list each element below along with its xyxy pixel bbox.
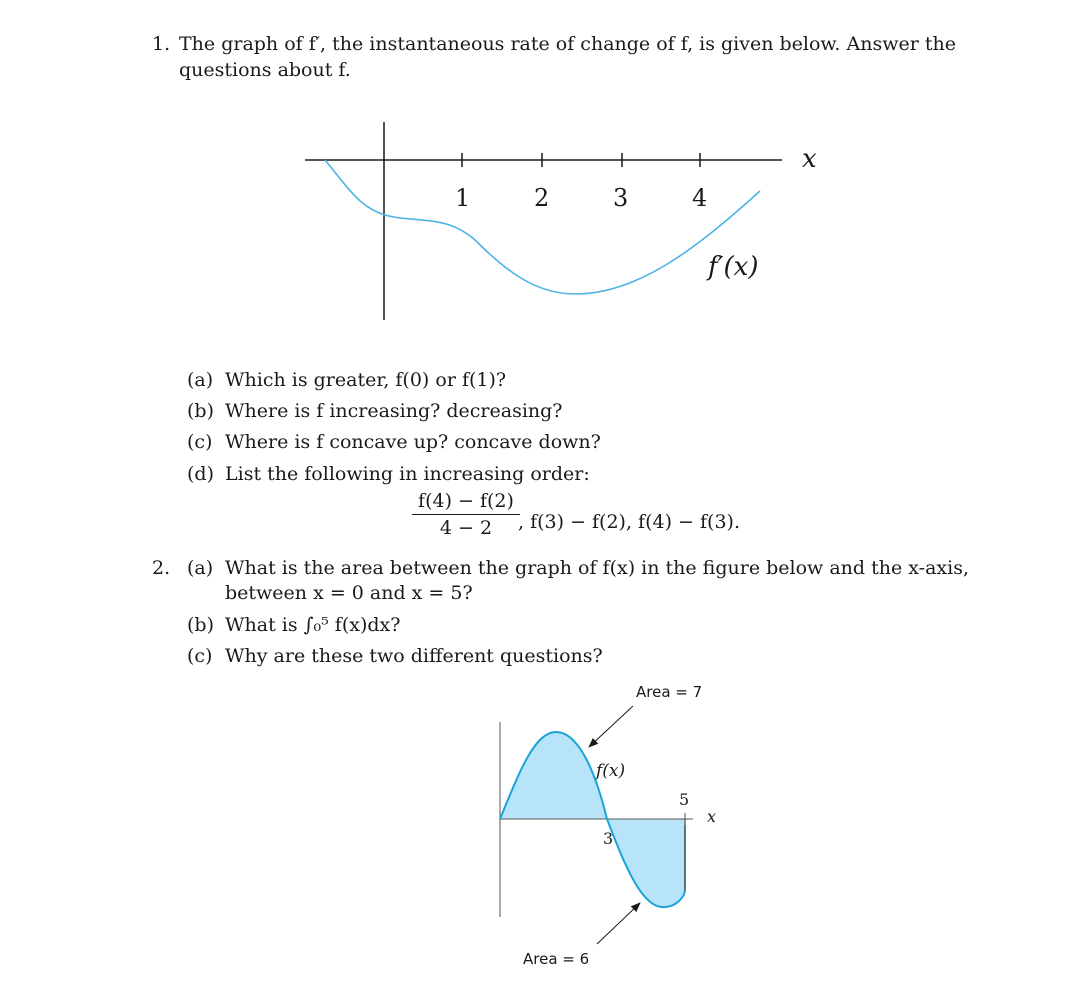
- q1-part-c-label: (c): [187, 431, 213, 453]
- q2-part-b-text: What is ∫₀⁵ f(x)dx?: [225, 614, 401, 636]
- q2-area-top-label: Area = 7: [636, 683, 703, 701]
- q1-part-d-label: (d): [187, 463, 214, 485]
- q1-part-a-text: Which is greater, f(0) or f(1)?: [225, 369, 507, 391]
- q2-part-a-label: (a): [187, 557, 214, 579]
- q2-negative-area-fill: [607, 819, 685, 907]
- q1-part-b-text: Where is f increasing? decreasing?: [225, 400, 563, 422]
- q1-part-d-text: List the following in increasing order:: [225, 463, 590, 485]
- q1-tick-label-1: 1: [455, 184, 471, 212]
- q2-tick-label-5: 5: [679, 790, 690, 809]
- q1-number: 1.: [152, 33, 171, 55]
- q1-curve-label: f′(x): [708, 252, 759, 282]
- q1-order-rest: , f(3) − f(2), f(4) − f(3).: [518, 511, 740, 533]
- q1-x-axis-label: x: [802, 144, 817, 174]
- q2-area-bottom-label: Area = 6: [523, 950, 590, 968]
- q1-prompt-line1: The graph of f′, the instantaneous rate of change of f, is given below. Answer the: [179, 33, 956, 55]
- q2-top-area-arrow: [589, 706, 633, 747]
- q1-prompt-line2: questions about f.: [179, 59, 351, 81]
- q1-fraction-denominator: 4 − 2: [439, 517, 493, 539]
- q1-tick-label-3: 3: [613, 184, 629, 212]
- q2-part-b-label: (b): [187, 614, 214, 636]
- q2-part-a-line2: between x = 0 and x = 5?: [225, 582, 473, 604]
- q2-tick-label-3: 3: [603, 829, 614, 848]
- q2-part-c-label: (c): [187, 645, 213, 667]
- q1-tick-label-4: 4: [692, 184, 708, 212]
- q2-bottom-area-arrow: [597, 903, 640, 944]
- q2-x-axis-label: x: [707, 807, 717, 826]
- q2-number: 2.: [152, 557, 171, 579]
- q1-tick-label-2: 2: [534, 184, 550, 212]
- q1-part-b-label: (b): [187, 400, 214, 422]
- q1-fraction-numerator: f(4) − f(2): [412, 490, 520, 515]
- q2-part-c-text: Why are these two different questions?: [225, 645, 603, 667]
- q1-part-c-text: Where is f concave up? concave down?: [225, 431, 601, 453]
- q2-part-a-line1: What is the area between the graph of f(x) in the figure below and the x-axis,: [225, 557, 969, 579]
- q2-curve-label: f(x): [596, 761, 626, 781]
- q1-part-a-label: (a): [187, 369, 214, 391]
